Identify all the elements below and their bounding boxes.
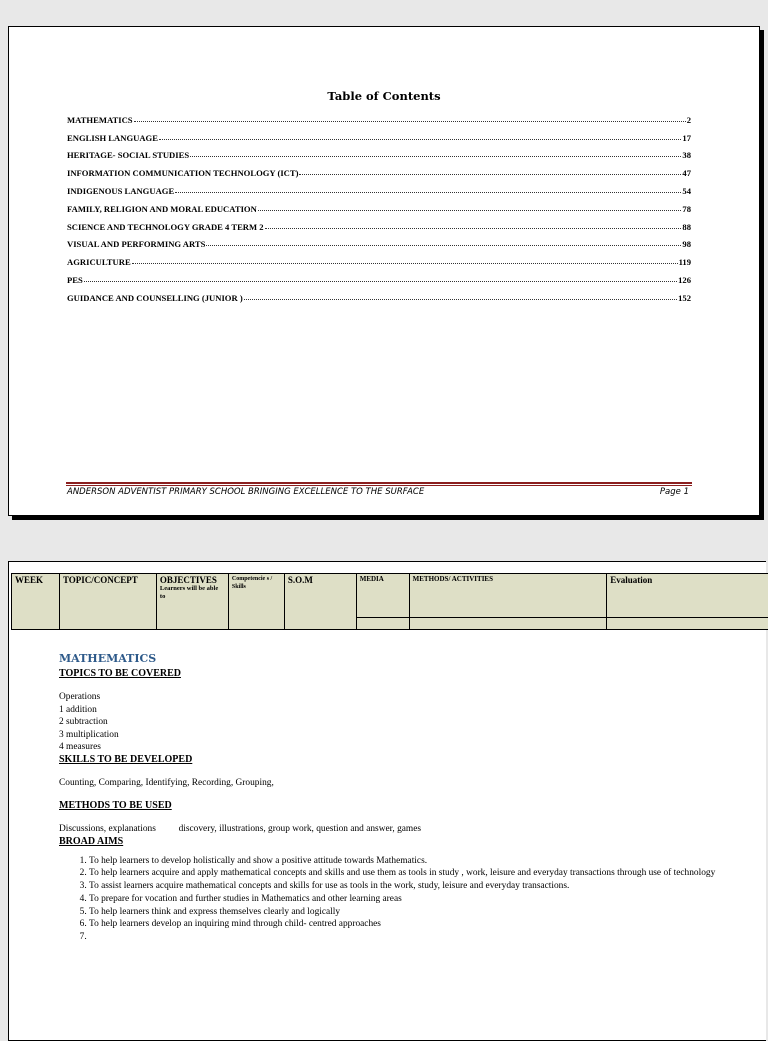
toc-title: Table of Contents <box>327 89 441 103</box>
toc-entry[interactable] <box>67 178 691 196</box>
toc-entry-title: SCIENCE AND TECHNOLOGY GRADE 4 TERM 2 <box>67 221 264 232</box>
col-objectives <box>156 574 228 630</box>
toc-entry-page: 78 <box>682 203 691 214</box>
skills-heading: SKILLS TO BE DEVELOPED <box>59 753 193 765</box>
toc-entry[interactable] <box>67 107 691 125</box>
toc-entry[interactable] <box>67 143 691 161</box>
topics-list <box>59 691 759 754</box>
media-sub-cell <box>356 618 409 630</box>
methods-text-b: discovery, illustrations, group work, question and answer, games <box>178 824 422 834</box>
toc-leader-dots <box>159 139 681 140</box>
toc-entry-title: VISUAL AND PERFORMING ARTS <box>67 239 206 250</box>
toc-entry[interactable] <box>67 196 691 214</box>
toc-entry-title: AGRICULTURE <box>67 257 131 268</box>
toc-list <box>67 107 691 303</box>
toc-entry-page: 126 <box>678 274 691 285</box>
aim-item: 4. To prepare for vocation and further studies in Mathematics and other learning areas <box>89 893 759 906</box>
methods-heading: METHODS TO BE USED <box>59 800 172 811</box>
aim-item: 1. To help learners to develop holistically and show a positive attitude towards Mathematics. <box>89 855 759 868</box>
toc-leader-dots <box>258 210 682 211</box>
topic-item: 2 subtraction <box>59 717 108 727</box>
subject-heading: MATHEMATICS <box>59 652 157 665</box>
toc-entry[interactable] <box>67 232 691 250</box>
aim-item <box>89 931 759 944</box>
methods-text-a: Discussions, explanations <box>59 824 156 834</box>
toc-leader-dots <box>299 174 681 175</box>
methods-text <box>59 823 759 836</box>
toc-entry-page: 152 <box>678 292 691 303</box>
toc-leader-dots <box>244 299 677 300</box>
footer-page-number: Page 1 <box>659 487 689 497</box>
topic-item: 1 addition <box>59 704 97 715</box>
toc-entry-title: GUIDANCE AND COUNSELLING (JUNIOR ) <box>67 292 243 303</box>
toc-leader-dots <box>265 228 682 229</box>
col-competencies-label: Competencie s / Skills <box>231 576 273 590</box>
aim-item: 6. To help learners develop an inquiring mind through child- centred approaches <box>89 918 759 931</box>
toc-leader-dots <box>190 156 681 157</box>
toc-entry-page: 54 <box>682 185 691 196</box>
topic-item: 3 multiplication <box>59 729 119 740</box>
col-objectives-title: OBJECTIVES <box>159 575 217 585</box>
footer-rule-thin <box>66 485 692 486</box>
toc-entry-page: 98 <box>682 239 691 250</box>
toc-entry-page: 88 <box>682 221 691 232</box>
toc-entry-title: ENGLISH LANGUAGE <box>67 132 158 143</box>
toc-page <box>8 26 760 516</box>
toc-entry[interactable] <box>67 267 691 285</box>
toc-leader-dots <box>132 263 678 264</box>
toc-entry-page: 17 <box>682 132 691 143</box>
toc-entry[interactable] <box>67 125 691 143</box>
topic-item: 4 measures <box>59 742 101 752</box>
aims-list <box>59 855 759 945</box>
aim-item: 2. To help learners acquire and apply mathematical concepts and skills and use them as tools in study , work, leisure and everyday transactions through use of technology <box>89 867 759 880</box>
col-competencies <box>228 574 284 630</box>
aims-heading: BROAD AIMS <box>59 835 124 847</box>
mathematics-page <box>8 561 766 1041</box>
scheme-header-table <box>11 573 768 630</box>
toc-entry-title: INDIGENOUS LANGUAGE <box>67 185 175 196</box>
toc-entry-page: 119 <box>678 257 691 268</box>
toc-entry-page: 38 <box>682 150 691 161</box>
toc-entry-title: MATHEMATICS <box>67 114 133 125</box>
toc-leader-dots <box>206 245 681 246</box>
methods-sub-cell <box>409 618 607 630</box>
evaluation-sub-cell <box>607 618 768 630</box>
topic-item: Operations <box>59 692 101 702</box>
col-methods: METHODS/ ACTIVITIES <box>409 574 607 618</box>
col-som: S.O.M <box>284 574 356 630</box>
col-objectives-sub: Learners will be able to <box>159 585 219 600</box>
col-evaluation: Evaluation <box>607 574 768 618</box>
footer-school-text: ANDERSON ADVENTIST PRIMARY SCHOOL BRINGING EXCELLENCE TO THE SURFACE <box>67 487 425 497</box>
aim-item: 3. To assist learners acquire mathematical concepts and skills for use as tools in the work, study, leisure and everyday transactions. <box>89 880 759 893</box>
toc-entry[interactable] <box>67 214 691 232</box>
footer-rule <box>66 482 692 484</box>
aim-item: 5. To help learners think and express themselves clearly and logically <box>89 906 759 919</box>
col-topic: TOPIC/CONCEPT <box>59 574 156 630</box>
toc-leader-dots <box>84 281 677 282</box>
toc-entry-title: PES <box>67 274 83 285</box>
toc-entry-page: 47 <box>682 168 691 179</box>
col-media: MEDIA <box>356 574 409 618</box>
toc-entry-title: INFORMATION COMMUNICATION TECHNOLOGY (ICT) <box>67 168 299 179</box>
toc-entry[interactable] <box>67 249 691 267</box>
col-week: WEEK <box>12 574 60 630</box>
toc-leader-dots <box>175 192 681 193</box>
toc-leader-dots <box>134 121 686 122</box>
toc-entry-page: 2 <box>686 114 691 125</box>
toc-entry-title: HERITAGE- SOCIAL STUDIES <box>67 150 190 161</box>
toc-entry[interactable] <box>67 160 691 178</box>
skills-text: Counting, Comparing, Identifying, Recording, Grouping, <box>59 777 274 788</box>
topics-heading: TOPICS TO BE COVERED <box>59 668 181 679</box>
mathematics-content <box>59 652 759 944</box>
toc-entry[interactable] <box>67 285 691 303</box>
toc-entry-title: FAMILY, RELIGION AND MORAL EDUCATION <box>67 203 257 214</box>
